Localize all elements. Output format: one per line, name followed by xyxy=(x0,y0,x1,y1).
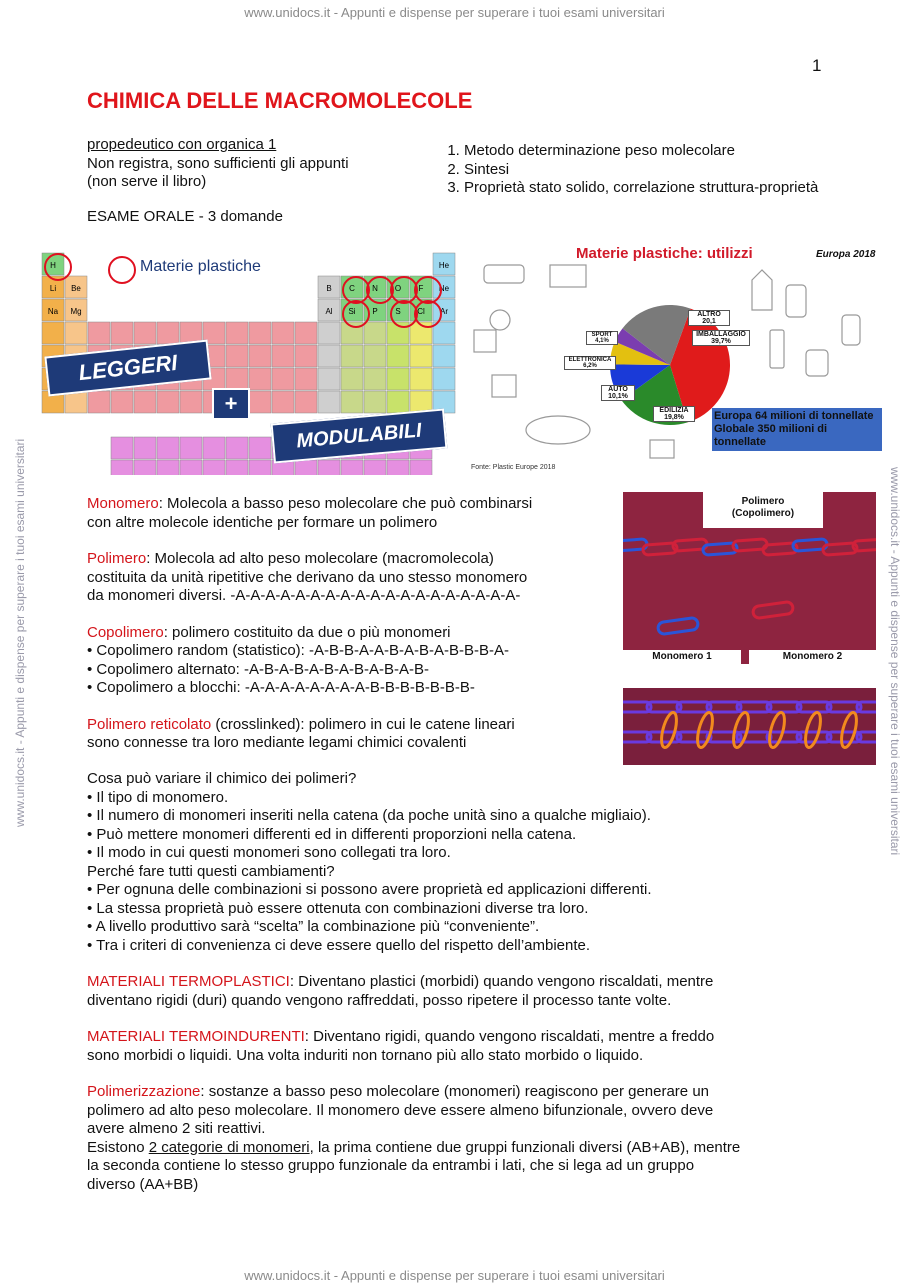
element-cell xyxy=(364,460,386,475)
list-item: • Per ognuna delle combinazioni si possono avere proprietà ed applicazioni differenti. xyxy=(87,881,847,900)
def-line: avere almeno 2 siti reattivi. xyxy=(87,1120,266,1137)
banner-leggeri: LEGGERI xyxy=(44,340,211,397)
element-cell xyxy=(226,345,248,367)
slice-label-altro: ALTRO 20,1 xyxy=(688,310,730,326)
element-cell xyxy=(226,460,248,475)
element-cell xyxy=(88,322,110,344)
term: MATERIALI TERMOPLASTICI xyxy=(87,973,290,990)
element-cell xyxy=(410,368,432,390)
element-cell xyxy=(410,345,432,367)
element-cell xyxy=(249,345,271,367)
slice-label-auto: AUTO 10,1% xyxy=(601,385,635,401)
slice-label-imballaggio: IMBALLAGGIO 39,7% xyxy=(692,330,750,346)
intro-line: Non registra, sono sufficienti gli appunti xyxy=(87,154,349,172)
list-item: • Tra i criteri di convenienza ci deve essere quello del rispetto dell’ambiente. xyxy=(87,937,847,956)
element-cell xyxy=(157,437,179,459)
element-cell xyxy=(88,391,110,413)
slice-label-sport: SPORT 4,1% xyxy=(586,331,618,345)
highlight-circle xyxy=(342,300,370,328)
list-item: • Copolimero random (statistico): -A-B-B-A-A-B-A-B-A-B-B-B-A- xyxy=(87,642,607,661)
element-cell xyxy=(249,322,271,344)
element-cell xyxy=(203,437,225,459)
question: Cosa può variare il chimico dei polimeri? xyxy=(87,770,357,787)
element-symbol: Ar xyxy=(440,307,448,316)
def-reticolato: Polimero reticolato (crosslinked): polimero in cui le catene lineari xyxy=(87,715,515,733)
topics-list xyxy=(434,142,884,198)
element-cell xyxy=(249,437,271,459)
element-cell xyxy=(226,368,248,390)
element-symbol: F xyxy=(418,284,424,293)
element-cell xyxy=(341,368,363,390)
element-cell xyxy=(410,460,432,475)
element-cell xyxy=(433,322,455,344)
term: Polimero xyxy=(87,550,147,567)
element-cell xyxy=(341,345,363,367)
photo-label-polimero: Polimero (Copolimero) xyxy=(703,492,823,528)
element-cell xyxy=(318,322,340,344)
element-cell xyxy=(387,460,409,475)
element-cell xyxy=(318,391,340,413)
paperclip xyxy=(752,601,793,618)
element-cell xyxy=(341,391,363,413)
intro-block xyxy=(87,136,427,226)
def-line: Esistono 2 categorie di monomeri, la prima contiene due gruppi funzionali diversi (AB+AB), mentre xyxy=(87,1138,741,1156)
element-symbol: O xyxy=(394,284,402,293)
element-cell xyxy=(295,368,317,390)
list-item: • Il tipo di monomero. xyxy=(87,789,847,808)
element-cell xyxy=(157,322,179,344)
reasons-list xyxy=(87,881,847,955)
variation-block xyxy=(87,770,847,955)
element-cell xyxy=(134,322,156,344)
element-symbol: H xyxy=(50,261,56,270)
list-item: • Il numero di monomeri inseriti nella catena (da poche unità sino a qualche migliaio). xyxy=(87,807,847,826)
def-copolimero: Copolimero: polimero costituito da due o più monomeri xyxy=(87,623,451,641)
element-symbol: Na xyxy=(47,307,59,316)
def-line: diventano rigidi (duri) quando vengono raffreddati, posso ripetere il processo tante volte. xyxy=(87,991,672,1009)
element-cell xyxy=(249,391,271,413)
element-cell xyxy=(295,322,317,344)
banner-modulabili: MODULABILI xyxy=(271,408,448,463)
paperclip xyxy=(657,617,698,634)
element-cell xyxy=(134,460,156,475)
element-cell xyxy=(433,368,455,390)
element-cell xyxy=(134,391,156,413)
list-item: • Può mettere monomeri differenti ed in differenti proporzioni nella catena. xyxy=(87,826,847,845)
highlight-circle xyxy=(44,253,72,281)
def-polimero: Polimero: Molecola ad alto peso molecolare (macromolecola) xyxy=(87,550,494,567)
element-cell xyxy=(134,437,156,459)
element-cell xyxy=(364,322,386,344)
polimerizzazione-block: Polimerizzazione: sostanze a basso peso molecolare (monomeri) reagiscono per generare un polimero ad alto peso molecolare. Il monomero deve essere almeno bifunzionale, ovvero deve avere almeno 2 siti reattivi. Esistono 2 categorie di monomeri, la prima contiene due gruppi funzionali diversi (AB+AB), mentre la seconda contiene lo stesso gruppo funzionale da entrambi i lati, che si lega ad un gruppo diverso (AA+BB) xyxy=(87,1083,847,1194)
element-symbol: Li xyxy=(49,284,57,293)
element-cell xyxy=(111,437,133,459)
element-cell xyxy=(180,460,202,475)
element-cell xyxy=(364,391,386,413)
element-cell xyxy=(249,368,271,390)
element-cell xyxy=(295,391,317,413)
photo-label-monomero1: Monomero 1 xyxy=(623,650,741,664)
element-cell xyxy=(65,322,87,344)
element-symbol: C xyxy=(349,284,355,293)
element-symbol: Si xyxy=(348,307,356,316)
element-cell xyxy=(364,368,386,390)
element-cell xyxy=(249,460,271,475)
term: Polimerizzazione xyxy=(87,1083,201,1100)
def-line: sono morbidi o liquidi. Una volta induriti non tornano più allo stato morbido o liquido. xyxy=(87,1046,644,1064)
definitions xyxy=(87,495,607,753)
element-symbol: Cl xyxy=(417,307,425,316)
def-line: diverso (AA+BB) xyxy=(87,1175,199,1193)
element-cell xyxy=(341,460,363,475)
topic-item: 3. Proprietà stato solido, correlazione struttura-proprietà xyxy=(464,179,884,198)
element-cell xyxy=(272,391,294,413)
term: Monomero xyxy=(87,495,159,512)
production-note: Europa 64 milioni di tonnellate Globale 350 milioni di tonnellate xyxy=(712,408,882,451)
photo-label-monomero2: Monomero 2 xyxy=(749,650,876,664)
element-cell xyxy=(180,437,202,459)
element-symbol: Mg xyxy=(70,307,82,316)
list-item: • A livello produttivo sarà “scelta” la combinazione più “conveniente”. xyxy=(87,918,847,937)
element-cell xyxy=(111,391,133,413)
crosslinked-photo xyxy=(623,688,876,765)
element-cell xyxy=(111,322,133,344)
term: MATERIALI TERMOINDURENTI xyxy=(87,1028,305,1045)
def-monomero: Monomero: Molecola a basso peso molecolare che può combinarsi xyxy=(87,495,533,512)
list-item: • Copolimero a blocchi: -A-A-A-A-A-A-A-A-B-B-B-B-B-B-B- xyxy=(87,679,607,698)
term: Polimero reticolato xyxy=(87,715,212,733)
watermark-right: www.unidocs.it - Appunti e dispense per superare i tuoi esami universitari xyxy=(888,467,902,856)
pie-title: Materie plastiche: utilizzi xyxy=(576,245,753,262)
element-symbol: N xyxy=(372,284,378,293)
termoindurenti-block: MATERIALI TERMOINDURENTI: Diventano rigidi, quando vengono riscaldati, mentre a freddo sono morbidi o liquidi. Una volta induriti non tornano più allo stato morbido o liquido. xyxy=(87,1028,847,1065)
copolymer-photo xyxy=(623,492,876,664)
term: Copolimero xyxy=(87,623,164,641)
intro-line: (non serve il libro) xyxy=(87,173,207,190)
def-line: polimero ad alto peso molecolare. Il monomero deve essere almeno bifunzionale, ovvero deve xyxy=(87,1101,714,1119)
element-cell xyxy=(272,368,294,390)
element-cell xyxy=(387,391,409,413)
legend-label: Materie plastiche xyxy=(140,258,261,275)
element-cell xyxy=(111,460,133,475)
legend-circle xyxy=(108,256,136,284)
def-line: la seconda contiene lo stesso gruppo funzionale da entrambi i lati, che si lega ad un gruppo xyxy=(87,1157,695,1174)
list-item: • La stessa proprietà può essere ottenuta con combinazioni diverse tra loro. xyxy=(87,900,847,919)
slice-label-elettronica: ELETTRONICA 6,2% xyxy=(564,356,616,370)
element-cell xyxy=(387,368,409,390)
element-cell xyxy=(272,322,294,344)
element-cell xyxy=(42,322,64,344)
element-cell xyxy=(364,345,386,367)
element-cell xyxy=(318,368,340,390)
pie-region: Europa 2018 xyxy=(816,249,876,260)
pie-source: Fonte: Plastic Europe 2018 xyxy=(471,464,556,471)
watermark-left: www.unidocs.it - Appunti e dispense per superare i tuoi esami universitari xyxy=(13,438,27,827)
element-cell xyxy=(295,345,317,367)
element-symbol: S xyxy=(395,307,401,316)
highlight-circle xyxy=(414,300,442,328)
element-symbol: P xyxy=(372,307,378,316)
periodic-table-image xyxy=(40,250,465,475)
def-line: sono connesse tra loro mediante legami chimici covalenti xyxy=(87,734,467,751)
plastics-usage-image xyxy=(470,240,878,477)
paperclip-chain xyxy=(623,492,876,664)
element-symbol: He xyxy=(438,261,450,270)
element-cell xyxy=(318,460,340,475)
element-symbol: Al xyxy=(325,307,333,316)
element-cell xyxy=(226,437,248,459)
def-line: costituita da unità ripetitive che derivano da uno stesso monomero xyxy=(87,568,528,586)
termoplastici-block: MATERIALI TERMOPLASTICI: Diventano plastici (morbidi) quando vengono riscaldati, mentre diventano rigidi (duri) quando vengono raffreddati, posso ripetere il processo tante volte. xyxy=(87,973,847,1010)
def-line: con altre molecole identiche per formare un polimero xyxy=(87,513,438,531)
element-cell xyxy=(203,460,225,475)
slice-label-edilizia: EDILIZIA 19,8% xyxy=(653,406,695,422)
copolimero-list xyxy=(87,642,607,698)
list-item: • Il modo in cui questi monomeri sono collegati tra loro. xyxy=(87,844,847,863)
element-cell xyxy=(226,322,248,344)
element-cell xyxy=(295,460,317,475)
element-symbol: B xyxy=(326,284,332,293)
page-number: 1 xyxy=(812,56,822,75)
question: Perché fare tutti questi cambiamenti? xyxy=(87,862,335,880)
element-cell xyxy=(318,345,340,367)
prerequisite-link[interactable]: propedeutico con organica 1 xyxy=(87,136,277,153)
element-symbol: Ne xyxy=(438,284,450,293)
element-cell xyxy=(157,460,179,475)
def-line: da monomeri diversi. -A-A-A-A-A-A-A-A-A-A-A-A-A-A-A-A-A-A-A- xyxy=(87,587,521,604)
element-cell xyxy=(157,391,179,413)
crosslinked-clips xyxy=(623,688,876,765)
watermark-top: www.unidocs.it - Appunti e dispense per superare i tuoi esami universitari xyxy=(244,5,665,20)
element-cell xyxy=(180,391,202,413)
element-symbol: Be xyxy=(71,284,81,293)
element-cell xyxy=(433,345,455,367)
element-cell xyxy=(387,345,409,367)
page-title: CHIMICA DELLE MACROMOLECOLE xyxy=(87,88,473,113)
exam-info: ESAME ORALE - 3 domande xyxy=(87,207,283,225)
element-cell xyxy=(272,345,294,367)
list-item: • Copolimero alternato: -A-B-A-B-A-B-A-B-A-B-A-B- xyxy=(87,661,607,680)
watermark-bottom: www.unidocs.it - Appunti e dispense per superare i tuoi esami universitari xyxy=(244,1268,665,1283)
topic-item: 1. Metodo determinazione peso molecolare xyxy=(464,142,884,161)
variation-list xyxy=(87,789,847,863)
plus-sign: + xyxy=(212,388,250,420)
topic-item: 2. Sintesi xyxy=(464,161,884,180)
